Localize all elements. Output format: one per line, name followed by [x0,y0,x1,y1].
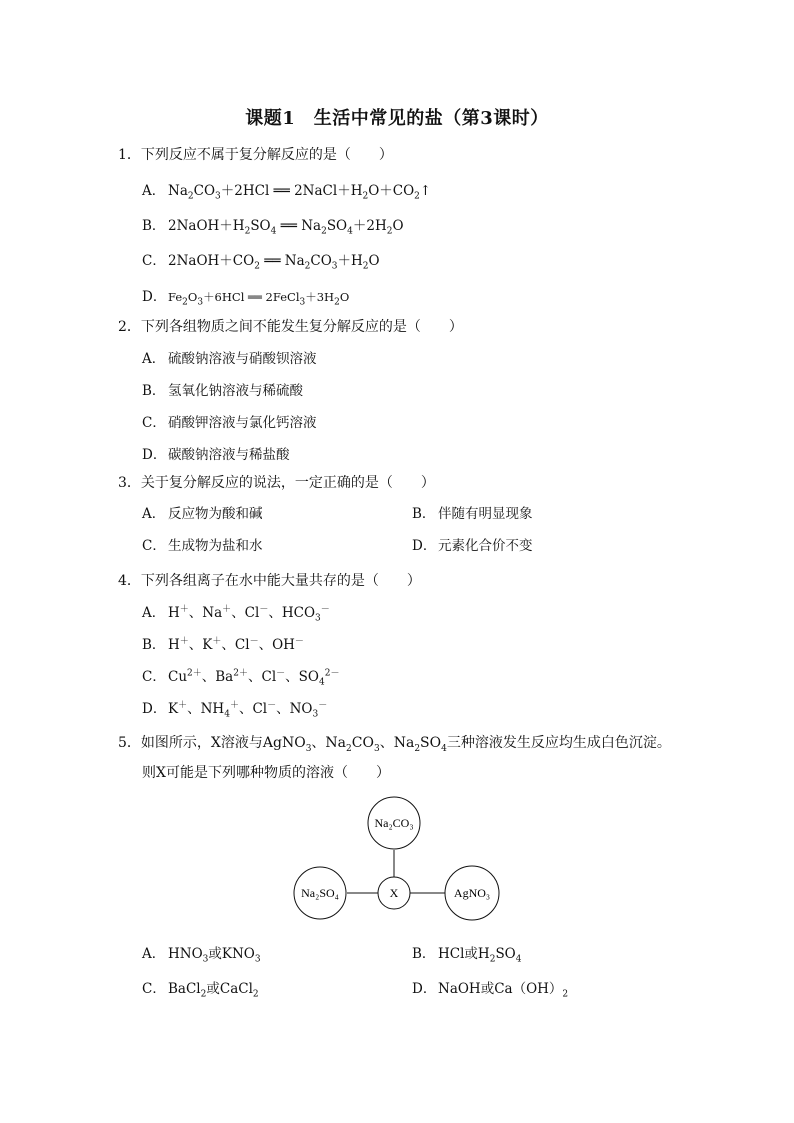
option-text: H＋、Na＋、Cl－、$HCO_3^-$ [168,604,330,624]
question-2-stem: 2．下列各组物质之间不能发生复分解反应的是（ ） [118,319,463,335]
option-letter: A． [142,506,166,522]
option-letter: D． [142,289,167,305]
option-letter: B． [142,383,166,399]
option-text: $HNO_3$或$KNO_3$ [168,946,261,965]
option-letter: B． [412,506,436,522]
node-left-label: Na₂SO₄ [301,886,339,900]
q4-option-d[interactable] [142,700,327,718]
reaction-diagram [280,792,520,932]
option-letter: A． [142,183,166,199]
q1-option-b[interactable] [142,217,404,235]
option-text: 元素化合价不变 [438,538,533,554]
option-text: $Fe_2O_3+6HCl$ ══ $2FeCl_3+3H_2O$ [168,290,350,308]
option-letter: C． [142,669,166,685]
q5-option-b[interactable] [412,945,522,963]
q3-option-d[interactable] [412,537,533,555]
option-letter: C． [142,415,166,431]
q3-option-b[interactable] [412,505,533,523]
q2-option-b[interactable] [142,382,303,400]
option-letter: B． [412,946,436,962]
q3-option-a[interactable] [142,505,263,523]
option-letter: A． [142,605,166,621]
page-title: 课题1 生活中常见的盐（第3课时） [245,108,549,129]
question-5-stem-line-2: 则X可能是下列哪种物质的溶液（ ） [142,765,390,781]
option-letter: B． [142,637,166,653]
q2-option-c[interactable] [142,414,317,432]
option-text: 碳酸钠溶液与稀盐酸 [168,447,290,463]
q5-option-d[interactable] [412,980,568,998]
question-3-stem: 3．关于复分解反应的说法，一定正确的是（ ） [118,475,435,491]
q4-option-b[interactable] [142,636,304,654]
option-text: $Cu^{2+}$、$Ba^{2+}$、Cl－、$SO_4^{2-}$ [168,668,340,688]
q4-option-c[interactable] [142,668,339,686]
q5-option-a[interactable] [142,945,261,963]
option-text: 硫酸钠溶液与硝酸钡溶液 [168,351,317,367]
q1-option-a[interactable] [142,182,431,200]
option-text: BaCl$_2$或CaCl$_2$ [168,981,259,1000]
option-letter: C． [142,981,166,997]
option-letter: A． [142,351,166,367]
option-text: 氢氧化钠溶液与稀硫酸 [168,383,303,399]
option-letter: C． [142,253,166,269]
question-4-stem: 4．下列各组离子在水中能大量共存的是（ ） [118,573,421,589]
option-text: 反应物为酸和碱 [168,506,263,522]
option-text: 硝酸钾溶液与氯化钙溶液 [168,415,317,431]
q3-option-c[interactable] [142,537,263,555]
q2-option-a[interactable] [142,350,317,368]
option-text: HCl或$H_2SO_4$ [438,946,522,965]
option-text: $Na_2CO_3+2HCl$ ══ $2NaCl+H_2O+CO_2↑$ [168,183,432,202]
q4-option-a[interactable] [142,604,330,622]
option-letter: D． [142,447,167,463]
option-letter: D． [142,701,167,717]
option-letter: B． [142,218,166,234]
option-letter: D． [412,538,437,554]
question-5-stem: 5．如图所示，X溶液与AgNO$_3$、$Na_2CO_3$、$Na_2SO_4$三种溶液发生反应均生成白色沉淀。 [118,735,671,754]
option-text: K＋、$NH_4^+$、Cl－、$NO_3^-$ [168,700,328,720]
question-1-stem: 1．下列反应不属于复分解反应的是（ ） [118,147,393,163]
q2-option-d[interactable] [142,446,290,464]
option-text: H＋、K＋、Cl－、OH－ [168,636,304,653]
q1-option-d[interactable] [142,288,349,306]
option-text: 伴随有明显现象 [438,506,533,522]
option-text: $2NaOH+H_2SO_4$ ══ $Na_2SO_4+2H_2O$ [168,218,404,237]
node-center-label: X [389,886,399,900]
node-right-label: AgNO₃ [453,886,491,900]
q1-option-c[interactable] [142,252,380,270]
option-text: 生成物为盐和水 [168,538,263,554]
option-letter: C． [142,538,166,554]
option-letter: D． [412,981,437,997]
q5-option-c[interactable] [142,980,259,998]
option-letter: A． [142,946,166,962]
option-text: $2NaOH+CO_2$ ══ $Na_2CO_3+H_2O$ [168,253,380,272]
option-text: NaOH或$Ca(OH)_2$ [438,981,569,1000]
node-top-label: Na₂CO₃ [374,816,414,830]
